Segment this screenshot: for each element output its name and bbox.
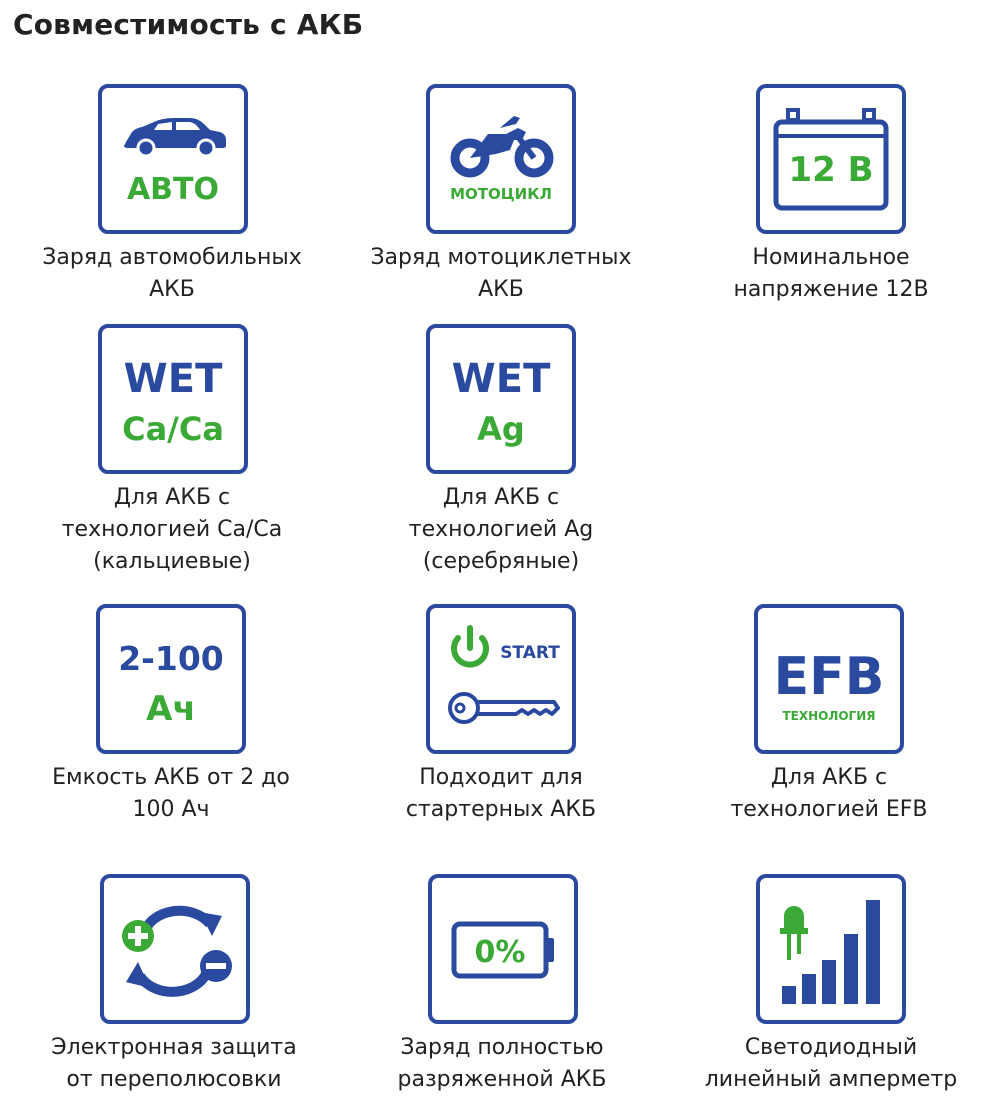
caption-capacity: Емкость АКБ от 2 до 100 Ач xyxy=(52,765,290,822)
icon-label: WET xyxy=(123,356,223,402)
caption-auto: Заряд автомобильных АКБ xyxy=(42,245,302,302)
caption-starter: Подходит для стартерных АКБ xyxy=(405,765,597,822)
icon-label: Ag xyxy=(477,410,525,448)
icon-label: 0% xyxy=(474,935,526,970)
icon-label: EFB xyxy=(773,647,885,707)
caption-ag: Для АКБ с технологией Ag (серебряные) xyxy=(408,485,594,574)
caption-12v: Номинальное напряжение 12В xyxy=(733,245,929,302)
caption-efb: Для АКБ с технологией EFB xyxy=(730,765,928,822)
icon-label: МОТОЦИКЛ xyxy=(450,185,552,203)
caption-polarity: Электронная защита от переполюсовки xyxy=(51,1035,297,1092)
led-ammeter-icon xyxy=(756,874,906,1024)
icon-label: WET xyxy=(451,356,551,402)
battery-12v-icon xyxy=(756,84,906,234)
page-title: Совместимость с АКБ xyxy=(13,8,364,41)
efb-icon xyxy=(754,604,904,754)
polarity-protection-icon xyxy=(100,874,250,1024)
icon-label: ТЕХНОЛОГИЯ xyxy=(782,709,876,723)
car-icon xyxy=(98,84,248,234)
caption-ammeter: Светодиодный линейный амперметр xyxy=(704,1035,958,1092)
empty-battery-icon xyxy=(428,874,578,1024)
icon-label: АВТО xyxy=(126,172,220,207)
motorcycle-icon xyxy=(426,84,576,234)
icon-label: 12 В xyxy=(788,150,874,190)
icon-label: Ач xyxy=(146,689,196,729)
start-key-icon xyxy=(426,604,576,754)
caption-caca: Для АКБ с технологией Ca/Ca (кальциевые) xyxy=(61,485,283,574)
wet-caca-icon xyxy=(98,324,248,474)
icon-label: START xyxy=(500,643,560,663)
caption-empty: Заряд полностью разряженной АКБ xyxy=(397,1035,607,1092)
wet-ag-icon xyxy=(426,324,576,474)
icon-label: Ca/Ca xyxy=(122,410,224,448)
icon-label: 2-100 xyxy=(118,639,224,678)
caption-moto: Заряд мотоциклетных АКБ xyxy=(370,245,632,302)
capacity-icon xyxy=(96,604,246,754)
